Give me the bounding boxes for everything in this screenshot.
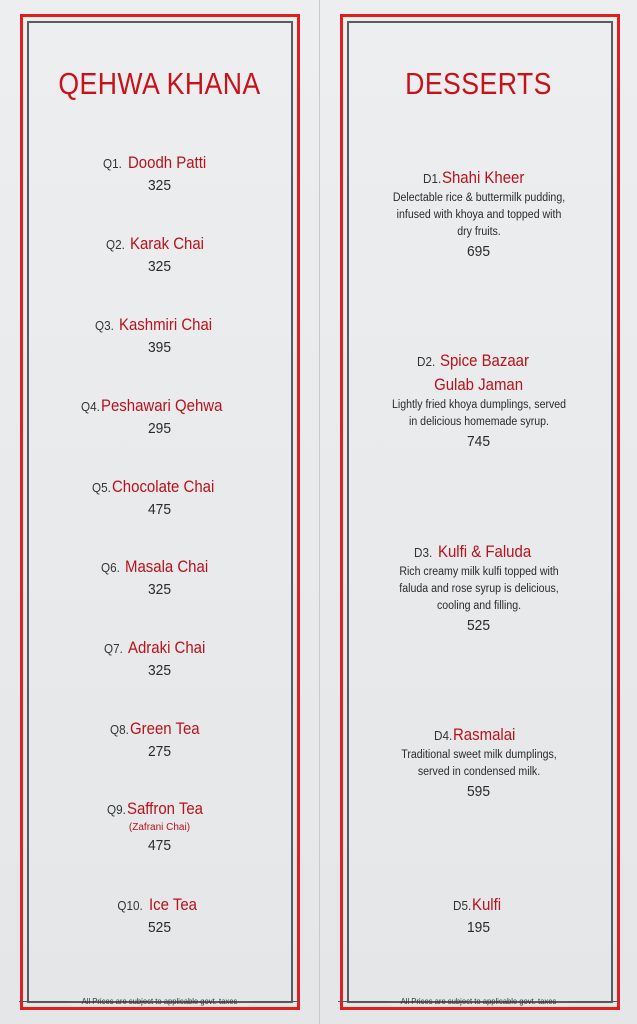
item-name: Shahi Kheer (441, 168, 525, 187)
item-code: Q7. (103, 641, 123, 656)
footer-rule-left (19, 1001, 69, 1002)
item-name-line2: Gulab Jaman (434, 375, 523, 394)
item-code: Q5. (91, 480, 111, 495)
item-code: Q1. (103, 156, 123, 171)
footer-rule-left (338, 1001, 388, 1002)
item-code: Q10. (117, 898, 143, 913)
item-description: Rich creamy milk kulfi topped with faluda and rose syrup is delicious, cooling and filling. (398, 566, 559, 612)
menu-item-q4 (0, 395, 319, 440)
item-description: Lightly fried khoya dumplings, served in delicious homemade syrup. (391, 399, 566, 428)
item-code: Q9. (106, 802, 126, 817)
item-name: Karak Chai (130, 234, 205, 253)
item-code: D5. (452, 898, 472, 913)
item-name: Green Tea (130, 719, 201, 738)
section-title-qehwa: QEHWA KHANA (58, 66, 261, 101)
item-subtitle: (Zafrani Chai) (128, 822, 191, 833)
item-price: 595 (466, 783, 491, 800)
footer-rule-right (250, 1001, 300, 1002)
item-name: Doodh Patti (127, 153, 206, 172)
item-name: Kulfi (472, 895, 502, 914)
item-code: D3. (414, 545, 433, 560)
section-title-desserts: DESSERTS (405, 66, 552, 101)
item-price: 325 (147, 258, 172, 275)
item-price: 475 (147, 501, 172, 518)
item-code: Q6. (100, 560, 120, 575)
item-name: Rasmalai (453, 725, 516, 744)
menu-item-q9 (0, 798, 319, 857)
item-name: Spice Bazaar (440, 351, 530, 370)
menu-item-q3 (0, 314, 319, 359)
item-price: 475 (147, 837, 172, 854)
item-description: Delectable rice & buttermilk pudding, infused with khoya and topped with dry fruits. (392, 192, 565, 238)
item-price: 745 (466, 433, 491, 450)
menu-item-d3 (320, 541, 637, 637)
footer-rule-right (569, 1001, 619, 1002)
item-code: D2. (416, 354, 435, 369)
desserts-page (319, 0, 637, 1024)
menu-item-d5 (320, 894, 637, 939)
menu-item-q7 (0, 637, 319, 682)
tax-footer (0, 996, 319, 1006)
item-name: Adraki Chai (128, 638, 206, 657)
item-name: Ice Tea (148, 895, 197, 914)
item-price: 325 (147, 177, 172, 194)
menu-item-q8 (0, 718, 319, 763)
menu-item-q6 (0, 556, 319, 601)
item-price: 275 (147, 743, 172, 760)
menu-item-q1 (0, 152, 319, 197)
item-price: 525 (466, 617, 491, 634)
tax-footer (320, 996, 637, 1006)
menu-item-q2 (0, 233, 319, 278)
item-name: Masala Chai (124, 557, 209, 576)
item-description: Traditional sweet milk dumplings, served in condensed milk. (400, 749, 557, 778)
footer-text: All Prices are subject to applicable govt. taxes (400, 996, 557, 1006)
item-price: 325 (147, 581, 172, 598)
item-name: Chocolate Chai (111, 477, 215, 496)
menu-item-d2 (320, 350, 637, 453)
menu-item-q10 (0, 894, 319, 939)
menu-item-q5 (0, 476, 319, 521)
menu-item-d4 (320, 724, 637, 803)
item-code: D1. (422, 171, 441, 186)
item-price: 295 (147, 420, 172, 437)
item-code: Q3. (94, 318, 114, 333)
item-price: 195 (466, 919, 491, 936)
menu-item-d1 (320, 167, 637, 263)
item-price: 325 (147, 662, 172, 679)
item-code: D4. (433, 728, 453, 743)
item-name: Kashmiri Chai (119, 315, 213, 334)
item-price: 695 (466, 243, 491, 260)
item-name: Peshawari Qehwa (101, 396, 223, 415)
footer-text: All Prices are subject to applicable govt. taxes (81, 996, 238, 1006)
item-code: Q8. (110, 722, 130, 737)
item-code: Q4. (81, 399, 100, 414)
item-name: Saffron Tea (126, 799, 203, 818)
item-price: 525 (147, 919, 172, 936)
item-code: Q2. (105, 237, 125, 252)
item-name: Kulfi & Faluda (437, 542, 532, 561)
item-price: 395 (147, 339, 172, 356)
